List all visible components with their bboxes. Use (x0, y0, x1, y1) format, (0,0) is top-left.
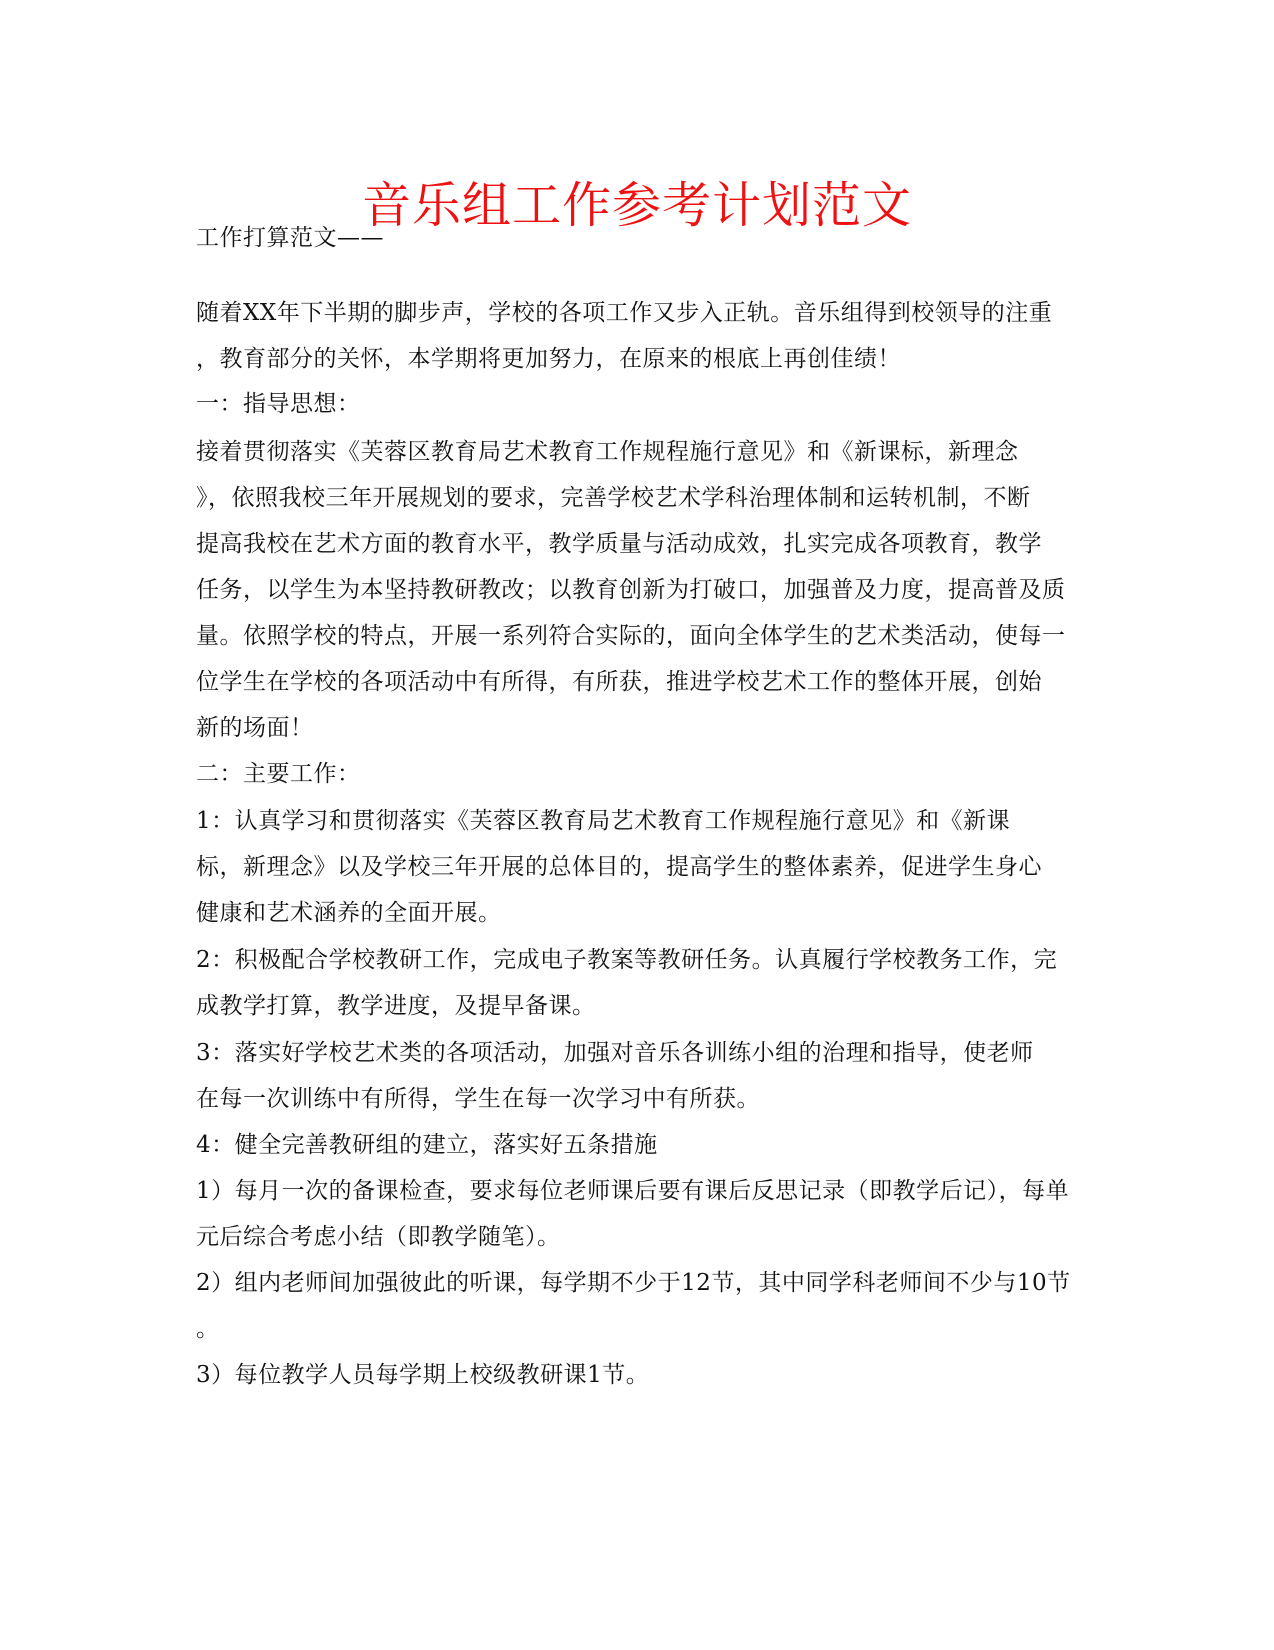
section-heading: 一：指导思想： (196, 391, 361, 417)
body-line: 4：健全完善教研组的建立，落实好五条措施 (196, 1132, 658, 1158)
body-line: 元后综合考虑小结（即教学随笔）。 (196, 1224, 561, 1250)
body-line: 随着XX年下半期的脚步声，学校的各项工作又步入正轨。音乐组得到校领导的注重 (196, 300, 1053, 326)
body-line: 。 (196, 1316, 220, 1342)
body-line: 位学生在学校的各项活动中有所得，有所获，推进学校艺术工作的整体开展，创始 (196, 669, 1042, 695)
body-line: 量。依照学校的特点，开展一系列符合实际的，面向全体学生的艺术类活动，使每一 (196, 623, 1066, 649)
body-line: 在每一次训练中有所得，学生在每一次学习中有所获。 (196, 1086, 760, 1112)
body-line: 2：积极配合学校教研工作，完成电子教案等教研任务。认真履行学校教务工作，完 (196, 947, 1058, 973)
body-line: 任务，以学生为本坚持教研教改；以教育创新为打破口，加强普及力度，提高普及质 (196, 577, 1066, 603)
body-line: 标，新理念》以及学校三年开展的总体目的，提高学生的整体素养，促进学生身心 (196, 854, 1042, 880)
body-line: 3）每位教学人员每学期上校级教研课1节。 (196, 1362, 650, 1388)
document-title: 音乐组工作参考计划范文 (361, 177, 912, 234)
body-line: 3：落实好学校艺术类的各项活动，加强对音乐各训练小组的治理和指导，使老师 (196, 1040, 1034, 1066)
body-line: 2）组内老师间加强彼此的听课，每学期不少于12节，其中同学科老师间不少与10节 (196, 1270, 1071, 1296)
body-line: ，教育部分的关怀，本学期将更加努力，在原来的根底上再创佳绩！ (196, 346, 901, 372)
body-line: 新的场面！ (196, 715, 314, 741)
body-line: 成教学打算，教学进度，及提早备课。 (196, 993, 596, 1019)
body-line: 接着贯彻落实《芙蓉区教育局艺术教育工作规程施行意见》和《新课标，新理念 (196, 439, 1019, 465)
body-line: 健康和艺术涵养的全面开展。 (196, 900, 502, 926)
body-line: 》，依照我校三年开展规划的要求，完善学校艺术学科治理体制和运转机制，不断 (196, 485, 1031, 511)
body-line: 工作打算范文—— (196, 225, 384, 251)
body-line: 1：认真学习和贯彻落实《芙蓉区教育局艺术教育工作规程施行意见》和《新课 (196, 808, 1011, 834)
body-line: 1）每月一次的备课检查，要求每位老师课后要有课后反思记录（即教学后记），每单 (196, 1178, 1070, 1204)
section-heading: 二：主要工作： (196, 761, 361, 787)
body-line: 提高我校在艺术方面的教育水平，教学质量与活动成效，扎实完成各项教育，教学 (196, 531, 1042, 557)
